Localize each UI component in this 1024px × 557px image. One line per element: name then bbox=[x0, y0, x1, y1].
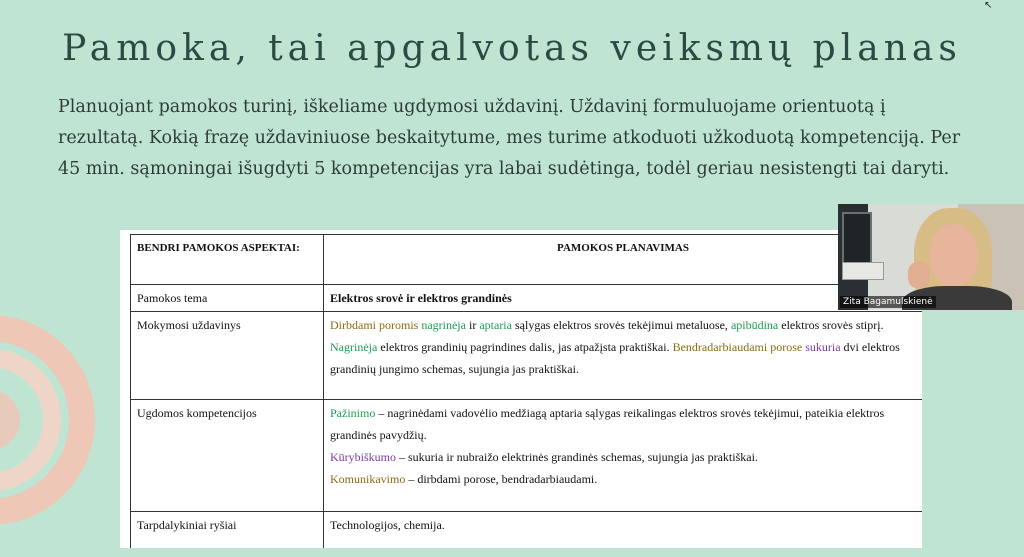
person-face bbox=[930, 224, 978, 286]
competency-line bbox=[330, 446, 916, 468]
webcam-video-tile[interactable] bbox=[838, 204, 1024, 310]
row-value-links: Technologijos, chemija. bbox=[324, 512, 923, 549]
competency-line bbox=[330, 402, 916, 446]
row-label: Ugdomos kompetencijos bbox=[131, 400, 324, 512]
row-label: Pamokos tema bbox=[131, 285, 324, 312]
competency-key: Pažinimo bbox=[330, 406, 376, 420]
competency-line bbox=[330, 468, 916, 490]
text-part: dvi elektros grandinių jungimo schemas, sujungia jas praktiškai. bbox=[330, 340, 900, 376]
header-planning: PAMOKOS PLANAVIMAS bbox=[324, 235, 923, 285]
row-value-objective bbox=[324, 312, 923, 400]
participant-name-label: Zita Bagamulskienė bbox=[840, 296, 936, 308]
slide-paragraph: Planuojant pamokos turinį, iškeliame ugdymosi uždavinį. Uždavinį formuluojame orientuotą į rezultatą. Kokią frazę uždaviniuose beskaitytume, mes turime atkoduoti užkoduotą kompetenciją. Per 45 min. sąmoningai išugdyti 5 kompetencijas yra labai sudėtinga, todėl geriau nesistengti tai daryti. bbox=[58, 97, 961, 179]
row-label: Tarpdalykiniai ryšiai bbox=[131, 512, 324, 549]
text-part: ir bbox=[465, 318, 480, 332]
table-row bbox=[131, 285, 923, 312]
highlight-verb: aptaria bbox=[479, 318, 512, 332]
row-value-topic: Elektros srovė ir elektros grandinės bbox=[324, 285, 923, 312]
document-table-image bbox=[120, 230, 922, 548]
header-aspects: BENDRI PAMOKOS ASPEKTAI: bbox=[131, 235, 324, 285]
highlight-verb: apibūdina bbox=[730, 318, 779, 332]
row-value-competencies bbox=[324, 400, 923, 512]
competency-key: Kūrybiškumo bbox=[330, 450, 396, 464]
competency-text: – nagrinėdami vadovėlio medžiagą aptaria sąlygas reikalingas elektros srovės tekėjimui, pateikia elektros grandinės pavydžių. bbox=[330, 406, 885, 442]
table-row bbox=[131, 400, 923, 512]
slide-title: Pamoka, tai apgalvotas veiksmų planas bbox=[62, 28, 962, 69]
mouse-cursor-icon: ↖ bbox=[984, 0, 993, 11]
wall-sockets bbox=[842, 262, 884, 280]
table-row bbox=[131, 512, 923, 549]
highlight-phrase: Bendradarbiaudami porose bbox=[672, 340, 803, 354]
competency-text: – sukuria ir nubraižo elektrinės grandinės schemas, sujungia jas praktiškai. bbox=[396, 450, 758, 464]
highlight-phrase: Dirbdami poromis bbox=[330, 318, 419, 332]
lesson-plan-table bbox=[130, 234, 922, 548]
competency-key: Komunikavimo bbox=[330, 472, 406, 486]
highlight-verb: Nagrinėja bbox=[330, 340, 378, 354]
highlight-verb: sukuria bbox=[805, 340, 841, 354]
text-part: sąlygas elektros srovės tekėjimui metaluose, bbox=[511, 318, 731, 332]
competency-text: – dirbdami porose, bendradarbiaudami. bbox=[405, 472, 598, 486]
text-part: elektros srovės stiprį. bbox=[778, 318, 884, 332]
table-row bbox=[131, 312, 923, 400]
text-part: elektros grandinių pagrindines dalis, jas atpažįsta praktiškai. bbox=[377, 340, 673, 354]
row-label: Mokymosi uždavinys bbox=[131, 312, 324, 400]
highlight-verb: nagrinėja bbox=[421, 318, 466, 332]
person-hand bbox=[908, 262, 930, 288]
